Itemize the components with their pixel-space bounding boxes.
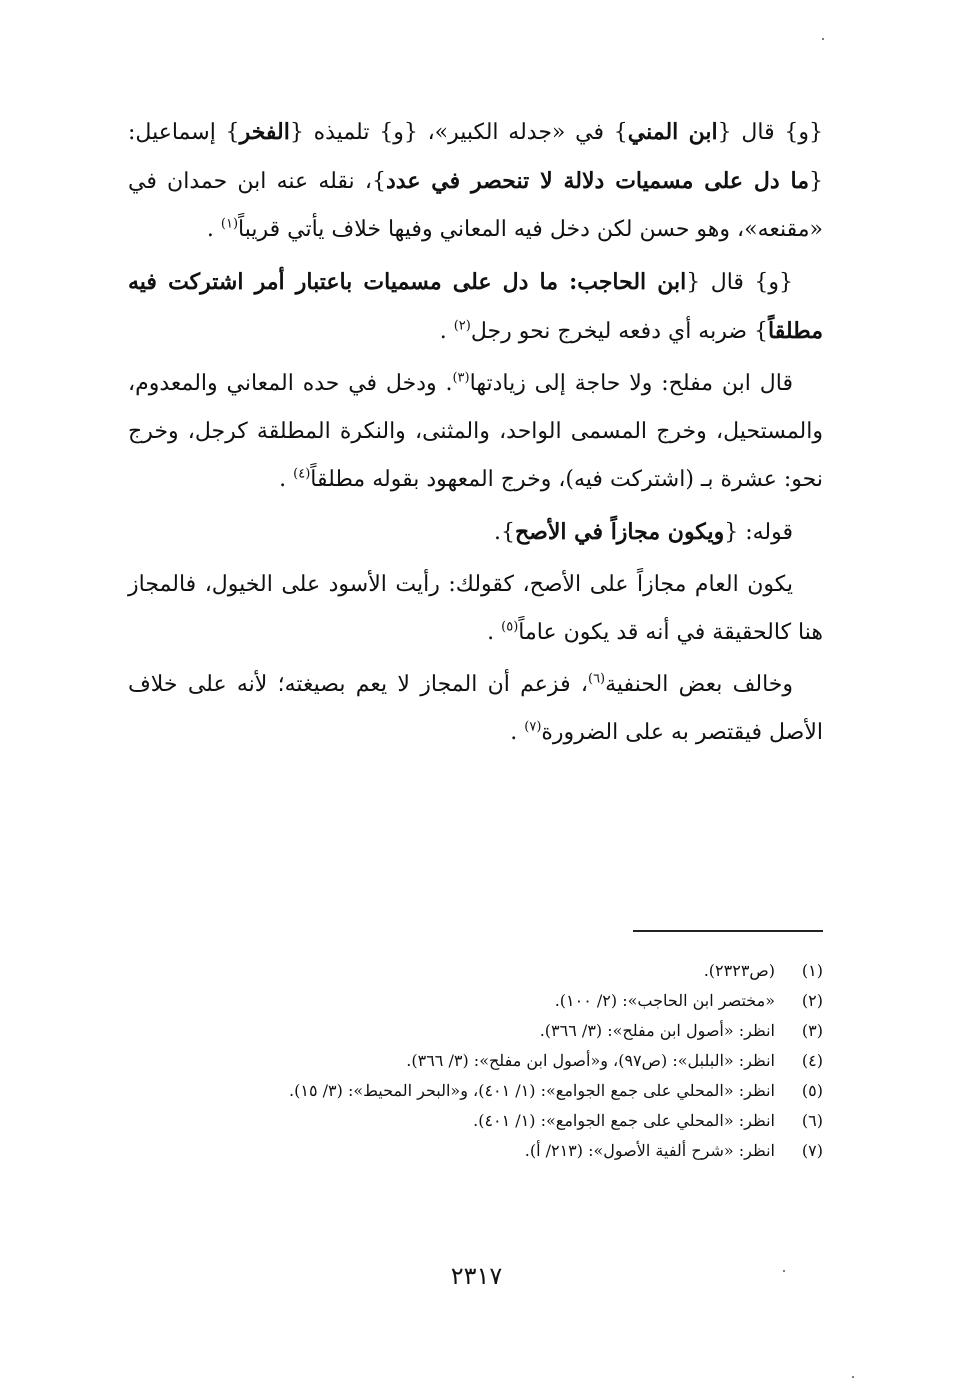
footnote-item xyxy=(123,956,823,986)
text-run: . ودخل في حده المعاني والمعدوم، والمستحيل، وخرج المسمى الواحد، والمثنى، والنكرة المطلقة كرجل، وخرج نحو: عشرة بـ (اشتركت فيه)، وخرج المعهود بقوله مطلقاً xyxy=(128,371,823,492)
scan-speck xyxy=(852,1376,854,1378)
footnote-separator xyxy=(633,930,823,932)
text-run: {و} قال { xyxy=(717,120,824,145)
body-paragraph xyxy=(128,561,823,657)
scan-speck xyxy=(822,38,824,40)
text-run: {و} قال { xyxy=(686,270,793,295)
footnote-item xyxy=(123,1106,823,1136)
body-paragraph xyxy=(128,108,823,254)
footnote-ref: (٣) xyxy=(452,370,470,386)
footnote-item xyxy=(123,1076,823,1106)
text-run: . xyxy=(487,620,502,645)
body-paragraph xyxy=(128,360,823,504)
footnote-number: (٢) xyxy=(801,991,823,1010)
text-run: قال ابن مفلح: ولا حاجة إلى زيادتها xyxy=(469,371,793,396)
footnote-number: (٣) xyxy=(801,1021,823,1040)
footnote-text: انظر: «المحلي على جمع الجوامع»: (١/ ٤٠١). xyxy=(473,1111,775,1130)
text-run: . xyxy=(279,467,294,492)
footnote-item xyxy=(123,1016,823,1046)
footnote-number: (٥) xyxy=(801,1081,823,1100)
bold-text: ابن الحاجب: ما دل على مسميات باعتبار أمر اشتركت فيه مطلقاً xyxy=(128,269,823,344)
text-run: }. xyxy=(493,520,515,545)
footnote-ref: (٧) xyxy=(524,719,542,735)
text-run: . xyxy=(439,319,454,344)
footnote-text: انظر: «البلبل»: (ص٩٧)، و«أصول ابن مفلح»: (٣/ ٣٦٦). xyxy=(406,1051,775,1070)
text-run: ، فزعم أن المجاز لا يعم بصيغته؛ لأنه على خلاف الأصل فيقتصر به على الضرورة xyxy=(128,672,823,745)
text-run: }، نقله عنه ابن حمدان في «مقنعه»، وهو حسن لكن دخل فيه المعاني وفيها خلاف يأتي قريباً xyxy=(128,169,823,242)
footnote-number: (٤) xyxy=(801,1051,823,1070)
footnote-ref: (٤) xyxy=(293,466,311,482)
footnote-ref: (٥) xyxy=(501,619,519,635)
bold-text: ما دل على مسميات دلالة لا تنحصر في عدد xyxy=(385,168,809,194)
footnote-text: «مختصر ابن الحاجب»: (٢/ ١٠٠). xyxy=(554,991,775,1010)
body-paragraph xyxy=(128,258,823,356)
text-run: . xyxy=(206,217,221,242)
body-paragraph xyxy=(128,508,823,557)
footnote-number: (٧) xyxy=(801,1141,823,1160)
body-paragraph xyxy=(128,661,823,757)
page-number: ٢٣١٧ xyxy=(450,1262,503,1290)
footnote-item xyxy=(123,986,823,1016)
footnote-ref: (٢) xyxy=(453,318,471,334)
text-run: } إسماعيل: { xyxy=(128,120,823,194)
footnote-text: (ص٢٣٢٣). xyxy=(703,961,775,980)
text-run: قوله: { xyxy=(724,520,793,545)
text-run: . xyxy=(510,720,525,745)
footnote-number: (١) xyxy=(801,961,823,980)
footnotes-list xyxy=(123,956,823,1166)
scan-speck xyxy=(783,1270,785,1272)
bold-text: الفخر xyxy=(239,119,290,145)
footnote-text: انظر: «أصول ابن مفلح»: (٣/ ٣٦٦). xyxy=(539,1021,775,1040)
bold-text: ويكون مجازاً في الأصح xyxy=(514,519,725,545)
footnote-text: انظر: «شرح ألفية الأصول»: (٢١٣/ أ). xyxy=(524,1141,775,1160)
main-text xyxy=(128,108,823,761)
footnote-item xyxy=(123,1136,823,1166)
text-run: } ضربه أي دفعه ليخرج نحو رجل xyxy=(470,319,769,344)
footnote-text: انظر: «المحلي على جمع الجوامع»: (١/ ٤٠١)، و«البحر المحيط»: (٣/ ١٥). xyxy=(289,1081,775,1100)
footnote-ref: (١) xyxy=(220,216,239,232)
text-run: وخالف بعض الحنفية xyxy=(605,672,794,697)
text-run: } في «جدله الكبير»، {و} تلميذه { xyxy=(289,120,628,145)
footnote-ref: (٦) xyxy=(587,671,606,687)
footnote-number: (٦) xyxy=(801,1111,823,1130)
bold-text: ابن المني xyxy=(627,119,718,145)
footnote-item xyxy=(123,1046,823,1076)
text-run: يكون العام مجازاً على الأصح، كقولك: رأيت الأسود على الخيول، فالمجاز هنا كالحقيقة في أنه قد يكون عاماً xyxy=(128,572,823,645)
